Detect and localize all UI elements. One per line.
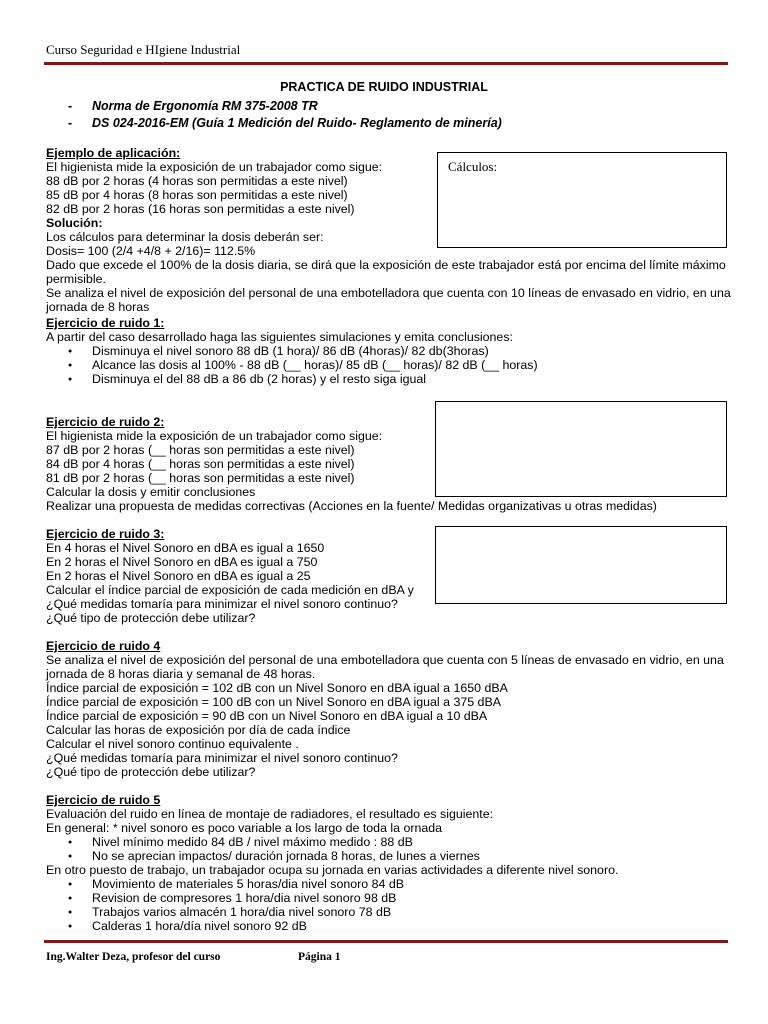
exercise-3-heading: Ejercicio de ruido 3: bbox=[46, 527, 165, 541]
list-item: ● Nivel mínimo medido 84 dB / nivel máximo medido : 88 dB bbox=[46, 835, 736, 849]
exercise-2-answer-box[interactable] bbox=[435, 401, 727, 497]
document-title: PRACTICA DE RUIDO INDUSTRIAL bbox=[280, 80, 488, 94]
norm-dash: - bbox=[68, 99, 73, 113]
list-item: ● Movimiento de materiales 5 horas/dia nivel sonoro 84 dB bbox=[46, 877, 736, 891]
exercise-5-heading: Ejercicio de ruido 5 bbox=[46, 793, 161, 807]
norm-dash: - bbox=[68, 116, 73, 130]
list-item: ● Disminuya el nivel sonoro 88 dB (1 hora)/ 86 dB (4horas)/ 82 db(3horas) bbox=[46, 344, 736, 358]
exercise-3-answer-box[interactable] bbox=[435, 526, 727, 604]
list-item: ● Calderas 1 hora/día nivel sonoro 92 dB bbox=[46, 919, 736, 933]
example-section: Ejemplo de aplicación: El higienista mide la exposición de un trabajador como sigue: 88 dB por 2 horas (4 horas son permitidas a este nivel) 85 dB por 4 horas (8 horas son permitidas a este nivel) 82 dB por 2 horas (16 horas son permitidas a este nivel) Solución: Los cálculos para determinar la dosis deberán ser: Dosis= 100 (2/4 +4/8 + 2/16)= 112.5% Dado que excede el 100% de la dosis diaria, se dirá que la exposición de este trabajador está por encima del límite máximo permisible. Se analiza el nivel de exposición del personal de una embotelladora que cuenta con 10 líneas de envasado en vidrio, en una jornada de 8 horas bbox=[46, 146, 736, 314]
calculations-box[interactable] bbox=[437, 152, 727, 248]
norm-1: - Norma de Ergonomía RM 375-2008 TR bbox=[68, 99, 318, 113]
list-item: ● Disminuya el del 88 dB a 86 db (2 horas) y el resto siga igual bbox=[46, 372, 736, 386]
header-course-title: Curso Seguridad e HIgiene Industrial bbox=[46, 42, 241, 57]
example-context: Se analiza el nivel de exposición del personal de una embotelladora que cuenta con 10 líneas de envasado en vidrio, en una jornada de 8 horas bbox=[46, 286, 731, 314]
example-conclusion: Dado que excede el 100% de la dosis diaria, se dirá que la exposición de este trabajador está por encima del límite máximo permisible. bbox=[46, 258, 726, 286]
exercise-4-heading: Ejercicio de ruido 4 bbox=[46, 639, 161, 653]
list-item: ● Trabajos varios almacén 1 hora/dia nivel sonoro 78 dB bbox=[46, 905, 736, 919]
list-item: ● Alcance las dosis al 100% - 88 dB (__ horas)/ 85 dB (__ horas)/ 82 dB (__ horas) bbox=[46, 358, 736, 372]
exercise-5-section: Ejercicio de ruido 5 Evaluación del ruido en línea de montaje de radiadores, el resultado es siguiente: En general: * nivel sonoro es poco variable a los largo de toda la ornada ● Nivel mínimo medido 84 dB / nivel máximo medido : 88 dB ● No se aprecian impactos/ duración jornada 8 horas, de lunes a viernes En otro puesto de trabajo, un trabajador ocupa su jornada en varias actividades a diferente nivel sonoro. ● Movimiento de materiales 5 horas/dia nivel sonoro 84 dB ● Revision de compresores 1 hora/dia nivel sonoro 98 dB ● Trabajos varios almacén 1 hora/dia nivel sonoro 78 dB ● Calderas 1 hora/día nivel sonoro 92 dB bbox=[46, 793, 736, 933]
exercise-1-section: Ejercicio de ruido 1: A partir del caso desarrollado haga las siguientes simulaciones y emita conclusiones: ● Disminuya el nivel sonoro 88 dB (1 hora)/ 86 dB (4horas)/ 82 db(3horas) ● Alcance las dosis al 100% - 88 dB (__ horas)/ 85 dB (__ horas)/ 82 dB (__ horas) ● Disminuya el del 88 dB a 86 db (2 horas) y el resto siga igual bbox=[46, 316, 736, 386]
footer-author: Ing.Walter Deza, profesor del curso bbox=[46, 951, 221, 963]
calculations-label: Cálculos: bbox=[448, 159, 498, 174]
footer-page-number: Página 1 bbox=[298, 951, 341, 963]
exercise-2-section: Ejercicio de ruido 2: El higienista mide la exposición de un trabajador como sigue: 87 dB por 2 horas (__ horas son permitidas a este nivel) 84 dB por 4 horas (__ horas son permitidas a este nivel) 81 dB por 2 horas (__ horas son permitidas a este nivel) Calcular la dosis y emitir conclusiones Realizar una propuesta de medidas correctivas (Acciones en la fuente/ Medidas organizativas u otras medidas) bbox=[46, 415, 736, 513]
list-item: ● No se aprecian impactos/ duración jornada 8 horas, de lunes a viernes bbox=[46, 849, 736, 863]
example-heading: Ejemplo de aplicación: bbox=[46, 146, 181, 160]
exercise-1-heading: Ejercicio de ruido 1: bbox=[46, 316, 165, 330]
footer-divider bbox=[44, 940, 728, 943]
exercise-4-section: Ejercicio de ruido 4 Se analiza el nivel de exposición del personal de una embotelladora que cuenta con 5 líneas de envasado en vidrio, en una jornada de 8 horas diaria y semanal de 48 horas. Índice parcial de exposición = 102 dB con un Nivel Sonoro en dBA igual a 1650 dBA Índice parcial de exposición = 100 dB con un Nivel Sonoro en dBA igual a 375 dBA Índice parcial de exposición = 90 dB con un Nivel Sonoro en dBA igual a 10 dBA Calcular las horas de exposición por día de cada índice Calcular el nivel sonoro continuo equivalente . ¿Qué medidas tomaría para minimizar el nivel sonoro continuo? ¿Qué tipo de protección debe utilizar? bbox=[46, 639, 736, 779]
header-divider bbox=[44, 62, 728, 65]
list-item: ● Revision de compresores 1 hora/dia nivel sonoro 98 dB bbox=[46, 891, 736, 905]
solution-heading: Solución: bbox=[46, 216, 103, 230]
exercise-3-section: Ejercicio de ruido 3: En 4 horas el Nivel Sonoro en dBA es igual a 1650 En 2 horas el Nivel Sonoro en dBA es igual a 750 En 2 horas el Nivel Sonoro en dBA es igual a 25 Calcular el índice parcial de exposición de cada medición en dBA y ¿Qué medidas tomaría para minimizar el nivel sonoro continuo? ¿Qué tipo de protección debe utilizar? bbox=[46, 527, 736, 625]
exercise-2-heading: Ejercicio de ruido 2: bbox=[46, 415, 165, 429]
norm-2: - DS 024-2016-EM (Guía 1 Medición del Ruido- Reglamento de minería) bbox=[68, 116, 502, 130]
